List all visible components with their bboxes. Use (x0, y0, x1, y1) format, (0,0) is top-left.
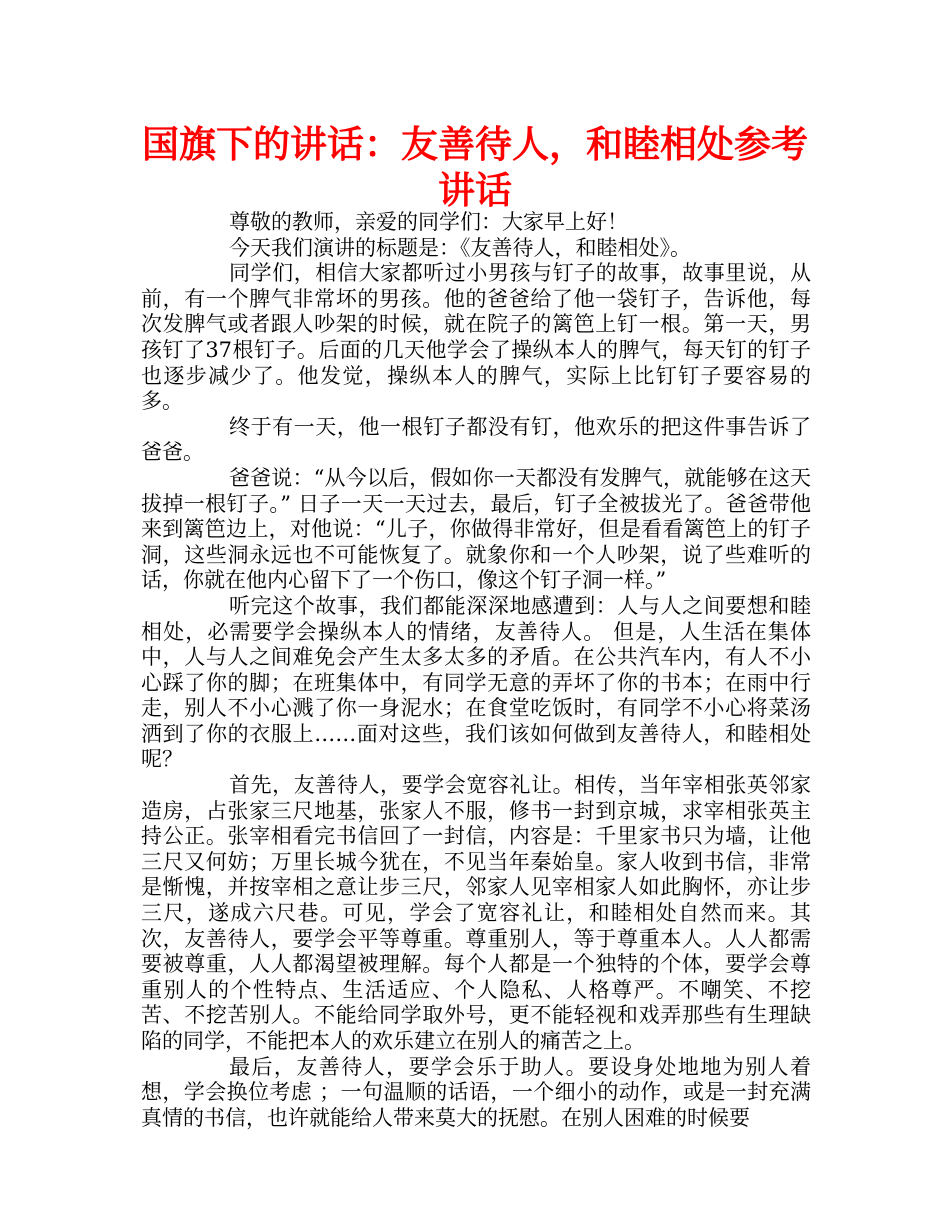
paragraph-greeting: 尊敬的教师，亲爱的同学们：大家早上好！ (229, 210, 628, 234)
document-body (141, 210, 811, 1131)
paragraph-nail-story: 同学们，相信大家都听过小男孩与钉子的故事，故事里说，从前，有一个脾气非常坏的男孩。他的爸爸给了他一袋钉子，告诉他，每次发脾气或者跟人吵架的时候，就在院子的篱笆上钉一根。第一天，男孩钉了37根钉子。后面的几天他学会了操纵本人的脾气，每天钉的钉子也逐步减少了。他发觉，操纵本人的脾气，实际上比钉钉子要容易的多。 (141, 261, 811, 414)
paragraph-finally: 最后，友善待人，要学会乐于助人。要设身处地地为别人着想，学会换位考虑 ；一句温顺的话语，一个细小的动作，或是一封充满真情的书信，也许就能给人带来莫大的抚慰。在别人困难的时候要 (141, 1054, 811, 1130)
paragraph-no-nails: 终于有一天，他一根钉子都没有钉，他欢乐的把这件事告诉了爸爸。 (141, 414, 811, 465)
paragraph-reflection: 听完这个故事，我们都能深深地感遭到：人与人之间要想和睦相处，必需要学会操纵本人的情绪，友善待人。 但是，人生活在集体中，人与人之间难免会产生太多太多的矛盾。在公共汽车内，有人不小心踩了你的脚；在班集体中，有同学无意的弄坏了你的书本；在雨中行走，别人不小心溅了你一身泥水；在食堂吃饭时，有同学不小心将菜汤洒到了你的衣服上……面对这些，我们该如何做到友善待人，和睦相处呢？ (141, 593, 811, 772)
paragraph-father-says: 爸爸说：“从今以后，假如你一天都没有发脾气，就能够在这天拔掉一根钉子。” 日子一天一天过去，最后，钉子全被拔光了。爸爸带他来到篱笆边上，对他说：“儿子，你做得非常好，但是看看篱笆上的钉子洞，这些洞永远也不可能恢复了。就象你和一个人吵架，说了些难听的话，你就在他内心留下了一个伤口，像这个钉子洞一样。” (141, 465, 811, 593)
document-title: 国旗下的讲话：友善待人，和睦相处参考讲话 (142, 123, 808, 212)
paragraph-topic: 今天我们演讲的标题是：《友善待人，和睦相处》。 (229, 235, 691, 260)
paragraph-first-second: 首先，友善待人，要学会宽容礼让。相传，当年宰相张英邻家造房，占张家三尺地基，张家人不服，修书一封到京城，求宰相张英主持公正。张宰相看完书信回了一封信，内容是：千里家书只为墙，让他三尺又何妨；万里长城今犹在，不见当年秦始皇。家人收到书信，非常是惭愧，并按宰相之意让步三尺，邻家人见宰相家人如此胸怀，亦让步三尺，遂成六尺巷。可见，学会了宽容礼让，和睦相处自然而来。其次，友善待人，要学会平等尊重。尊重别人，等于尊重本人。人人都需要被尊重，人人都渴望被理解。每个人都是一个独特的个体，要学会尊重别人的个性特点、生活适应、个人隐私、人格尊严。不嘲笑、不挖苦、不挖苦别人。不能给同学取外号，更不能轻视和戏弄那些有生理缺陷的同学，不能把本人的欢乐建立在别人的痛苦之上。 (141, 773, 811, 1053)
